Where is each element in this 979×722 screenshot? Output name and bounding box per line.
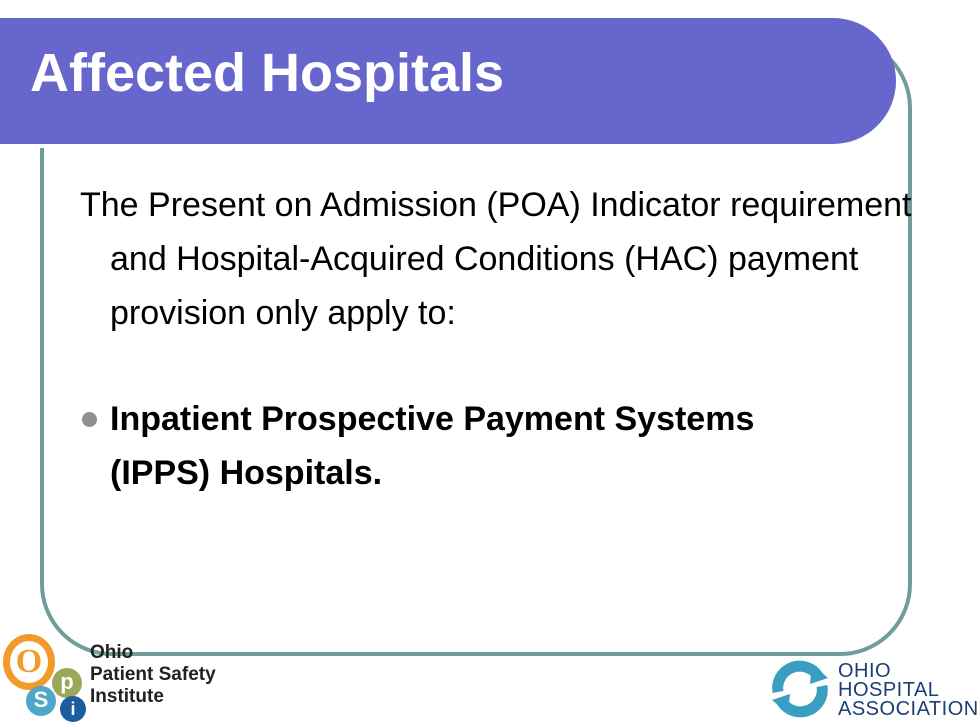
slide-title: Affected Hospitals xyxy=(30,43,505,103)
oha-line-2: HOSPITAL xyxy=(838,679,940,701)
opsi-line-3: Institute xyxy=(90,686,164,707)
opsi-o-letter: O xyxy=(3,634,55,690)
title-underline xyxy=(0,144,848,148)
oha-line-1: OHIO xyxy=(838,660,892,682)
opsi-p-letter: p xyxy=(52,668,82,698)
bullet-dot-icon xyxy=(82,412,97,427)
oha-circle-arrows-icon xyxy=(768,658,832,720)
opsi-line-2: Patient Safety xyxy=(90,664,216,685)
bullet-text: Inpatient Prospective Payment Systems (IPPS) Hospitals. xyxy=(110,400,755,492)
opsi-s-letter: S xyxy=(26,686,56,716)
oha-logo xyxy=(768,658,979,720)
oha-line-3: ASSOCIATION xyxy=(838,698,979,720)
opsi-i-letter: i xyxy=(60,696,86,722)
intro-paragraph: The Present on Admission (POA) Indicator requirement and Hospital-Acquired Conditions (HAC) payment provision only apply to: xyxy=(80,186,912,332)
oha-wordmark xyxy=(838,662,979,719)
opsi-logo xyxy=(0,630,240,720)
opsi-wordmark xyxy=(90,642,216,708)
opsi-line-1: Ohio xyxy=(90,642,134,663)
